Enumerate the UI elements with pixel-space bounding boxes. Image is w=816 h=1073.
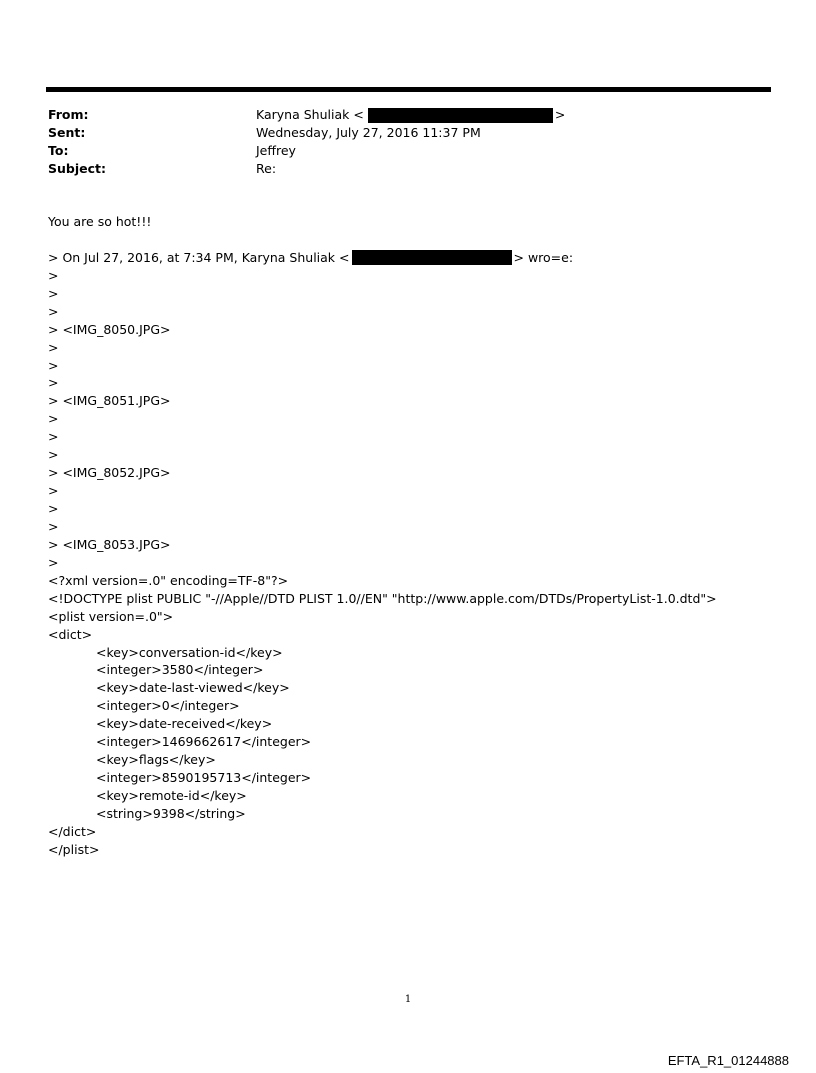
sent-value: Wednesday, July 27, 2016 11:37 PM	[256, 125, 481, 140]
quoted-line: >	[48, 554, 59, 570]
quoted-line: >	[48, 411, 59, 427]
document-id: EFTA_R1_01244888	[667, 1053, 789, 1068]
sent-row	[48, 124, 748, 142]
to-row	[48, 142, 748, 160]
from-suffix: >	[554, 107, 566, 122]
quoted-line: >	[48, 303, 59, 319]
quoted-line: >	[48, 501, 59, 516]
dict-entry-line: <key>date-received</key>	[96, 716, 273, 732]
dict-entry-line: <key>flags</key>	[96, 752, 216, 768]
quoted-line: > <IMG_8052.JPG>	[48, 465, 171, 481]
quoted-line: >	[48, 357, 59, 373]
redaction-box	[368, 108, 553, 123]
dict-close: </dict>	[48, 823, 97, 839]
reply-text: You are so hot!!!	[48, 214, 152, 229]
quote-intro-suffix: > wro=e:	[513, 249, 574, 265]
subject-label: Subject:	[48, 161, 106, 176]
quoted-line: >	[48, 285, 59, 301]
dict-entry-line: <key>remote-id</key>	[96, 788, 247, 803]
email-header	[48, 106, 748, 178]
quoted-line: > <IMG_8051.JPG>	[48, 393, 171, 409]
quote-intro	[48, 249, 788, 267]
page-number: 1	[404, 994, 412, 1005]
dict-entry-line: <string>9398</string>	[96, 805, 246, 821]
dict-entry-line: <integer>1469662617</integer>	[96, 734, 312, 750]
quoted-line: > <IMG_8053.JPG>	[48, 536, 171, 552]
header-rule	[46, 87, 771, 92]
xml-declaration: <?xml version=.0" encoding=TF-8"?>	[48, 572, 289, 588]
quote-intro-prefix: > On Jul 27, 2016, at 7:34 PM, Karyna Shuliak <	[48, 249, 350, 265]
from-row	[48, 106, 748, 124]
quoted-line: >	[48, 267, 59, 283]
dict-entries	[48, 644, 788, 823]
quoted-line: >	[48, 447, 59, 463]
from-value	[256, 106, 565, 124]
subject-value: Re:	[256, 161, 277, 176]
quoted-line: >	[48, 339, 59, 355]
dict-entry-line: <key>conversation-id</key>	[96, 644, 283, 660]
from-name: Karyna Shuliak <	[256, 107, 364, 122]
from-label: From:	[48, 107, 89, 122]
plist-close: </plist>	[48, 841, 100, 857]
dict-entry-line: <integer>0</integer>	[96, 698, 240, 714]
doctype-line: <!DOCTYPE plist PUBLIC "-//Apple//DTD PLIST 1.0//EN" "http://www.apple.com/DTDs/PropertyList-1.0.dtd">	[48, 590, 717, 606]
email-body	[48, 213, 788, 859]
redaction-box	[352, 250, 512, 265]
sent-label: Sent:	[48, 125, 86, 140]
spacer	[48, 231, 788, 249]
subject-row	[48, 160, 748, 178]
to-value: Jeffrey	[256, 143, 296, 158]
to-label: To:	[48, 143, 69, 158]
plist-open: <plist version=.0">	[48, 608, 174, 624]
dict-open: <dict>	[48, 626, 93, 642]
quoted-line: >	[48, 518, 59, 534]
quoted-line: >	[48, 429, 59, 445]
dict-entry-line: <integer>8590195713</integer>	[96, 770, 312, 786]
quoted-line: > <IMG_8050.JPG>	[48, 321, 171, 337]
dict-entry-line: <integer>3580</integer>	[96, 662, 264, 678]
quoted-line: >	[48, 483, 59, 499]
quoted-lines	[48, 267, 788, 572]
dict-entry-line: <key>date-last-viewed</key>	[96, 680, 290, 696]
quoted-line: >	[48, 375, 59, 391]
